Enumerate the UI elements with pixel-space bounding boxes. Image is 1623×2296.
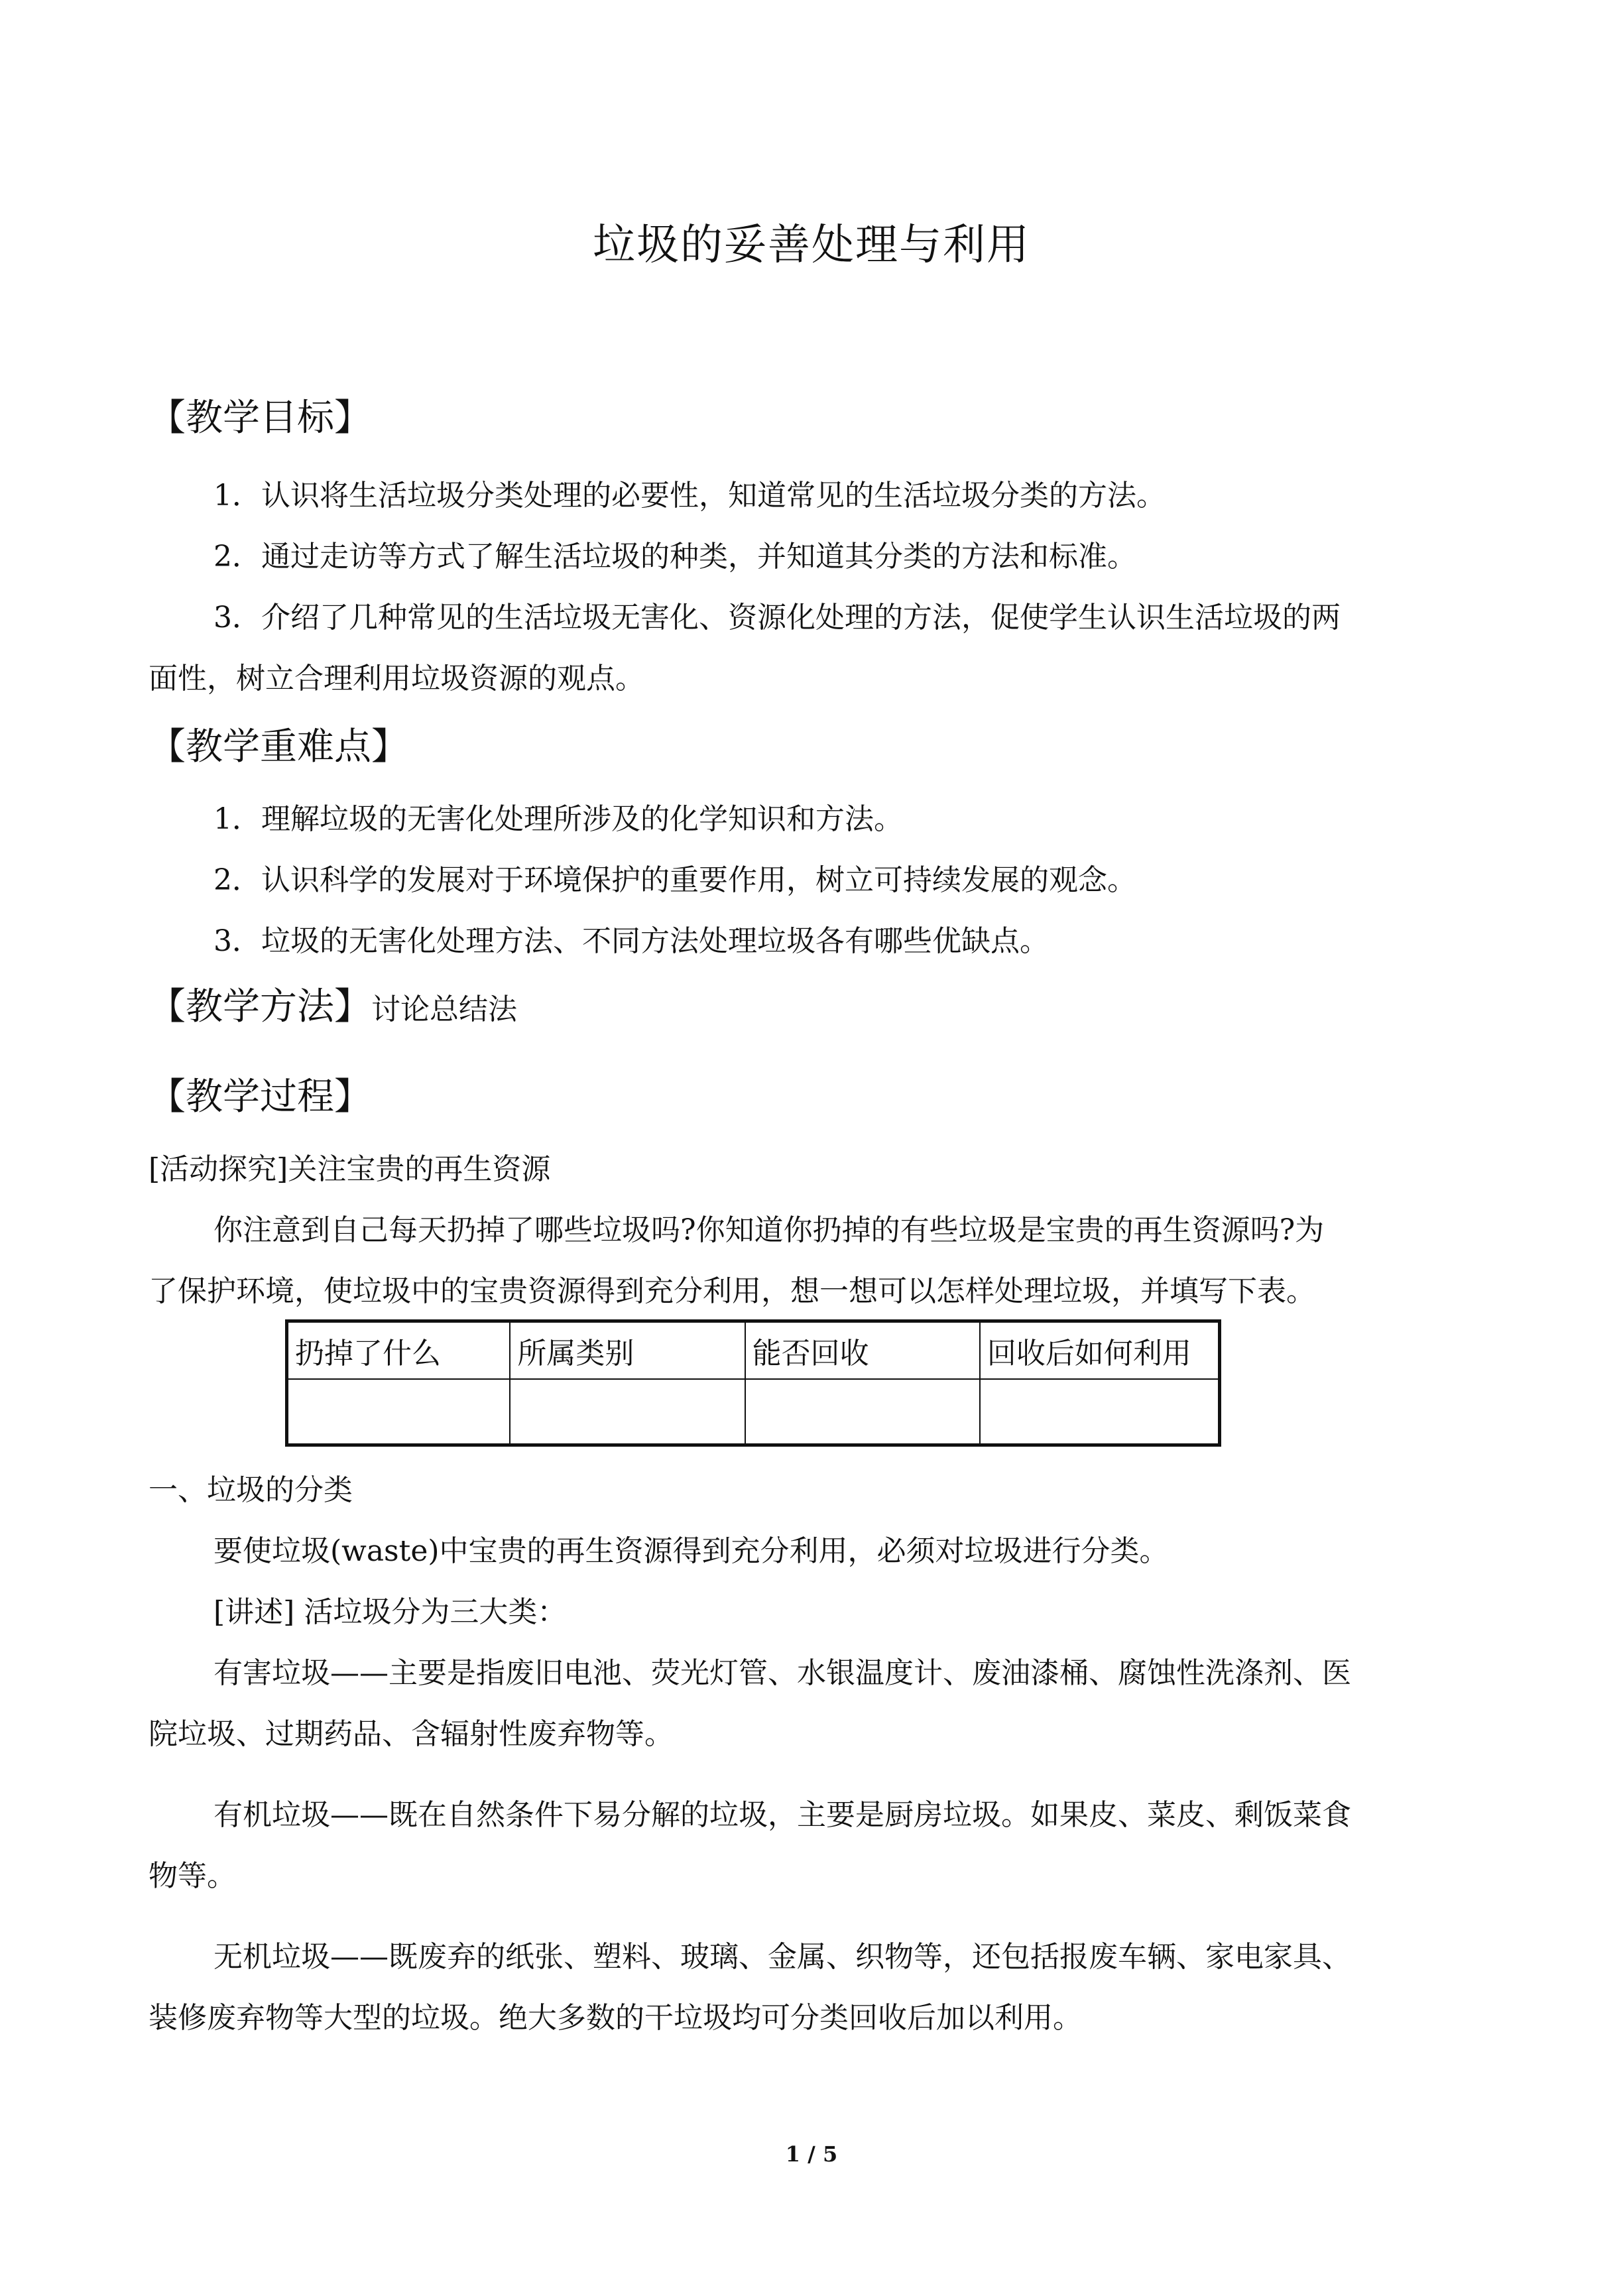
- section-heading-key-points: 【教学重难点】: [149, 725, 408, 768]
- section-heading-process: 【教学过程】: [149, 1075, 371, 1118]
- classification-intro: 要使垃圾(waste)中宝贵的再生资源得到充分利用，必须对垃圾进行分类。: [213, 1534, 1169, 1568]
- objective-item-continuation: 面性，树立合理利用垃圾资源的观点。: [149, 662, 644, 695]
- objective-item: 3．介绍了几种常见的生活垃圾无害化、资源化处理的方法，促使学生认识生活垃圾的两: [213, 601, 1341, 634]
- organic-waste-line: 物等。: [149, 1859, 236, 1893]
- hazardous-waste-line: 有害垃圾——主要是指废旧电池、荧光灯管、水银温度计、废油漆桶、腐蚀性洗涤剂、医: [213, 1656, 1351, 1690]
- table-header-row: [287, 1321, 1220, 1380]
- table-cell: [510, 1379, 745, 1445]
- inorganic-waste-line: 装修废弃物等大型的垃圾。绝大多数的干垃圾均可分类回收后加以利用。: [149, 2001, 1082, 2035]
- page-number: 1 / 5: [785, 2142, 838, 2167]
- table-header-cell: 扔掉了什么: [287, 1321, 511, 1380]
- classification-lecture: [讲述] 活垃圾分为三大类：: [213, 1595, 567, 1629]
- table-header-cell: 能否回收: [745, 1321, 980, 1380]
- hazardous-waste-line: 院垃圾、过期药品、含辐射性废弃物等。: [149, 1717, 674, 1751]
- table-header-cell: 回收后如何利用: [980, 1321, 1220, 1380]
- table-row: [287, 1379, 1220, 1445]
- activity-label: [活动探究]关注宝贵的再生资源: [149, 1152, 551, 1186]
- waste-recording-table: [285, 1319, 1221, 1447]
- activity-paragraph-line: 了保护环境，使垃圾中的宝贵资源得到充分利用，想一想可以怎样处理垃圾，并填写下表。: [149, 1274, 1315, 1308]
- section-heading-objectives: 【教学目标】: [149, 396, 371, 440]
- activity-paragraph-line: 你注意到自己每天扔掉了哪些垃圾吗?你知道你扔掉的有些垃圾是宝贵的再生资源吗?为: [213, 1213, 1325, 1247]
- objective-item: 2．通过走访等方式了解生活垃圾的种类，并知道其分类的方法和标准。: [213, 540, 1136, 574]
- organic-waste-line: 有机垃圾——既在自然条件下易分解的垃圾，主要是厨房垃圾。如果皮、菜皮、剩饭菜食: [213, 1798, 1351, 1832]
- table-cell: [287, 1379, 511, 1445]
- section-heading-method: [149, 977, 517, 1030]
- key-point-item: 3．垃圾的无害化处理方法、不同方法处理垃圾各有哪些优缺点。: [213, 924, 1049, 958]
- key-point-item: 2．认识科学的发展对于环境保护的重要作用，树立可持续发展的观念。: [213, 863, 1136, 897]
- objective-item: 1．认识将生活垃圾分类处理的必要性，知道常见的生活垃圾分类的方法。: [213, 479, 1166, 513]
- inorganic-waste-line: 无机垃圾——既废弃的纸张、塑料、玻璃、金属、织物等，还包括报废车辆、家电家具、: [213, 1940, 1351, 1974]
- method-text: 讨论总结法: [371, 993, 517, 1026]
- table-cell: [745, 1379, 980, 1445]
- method-heading-label: 【教学方法】: [149, 985, 371, 1028]
- table-cell: [980, 1379, 1220, 1445]
- classification-heading: 一、垃圾的分类: [149, 1473, 353, 1507]
- key-point-item: 1．理解垃圾的无害化处理所涉及的化学知识和方法。: [213, 802, 903, 836]
- table-header-cell: 所属类别: [510, 1321, 745, 1380]
- page-title: 垃圾的妥善处理与利用: [593, 221, 1030, 270]
